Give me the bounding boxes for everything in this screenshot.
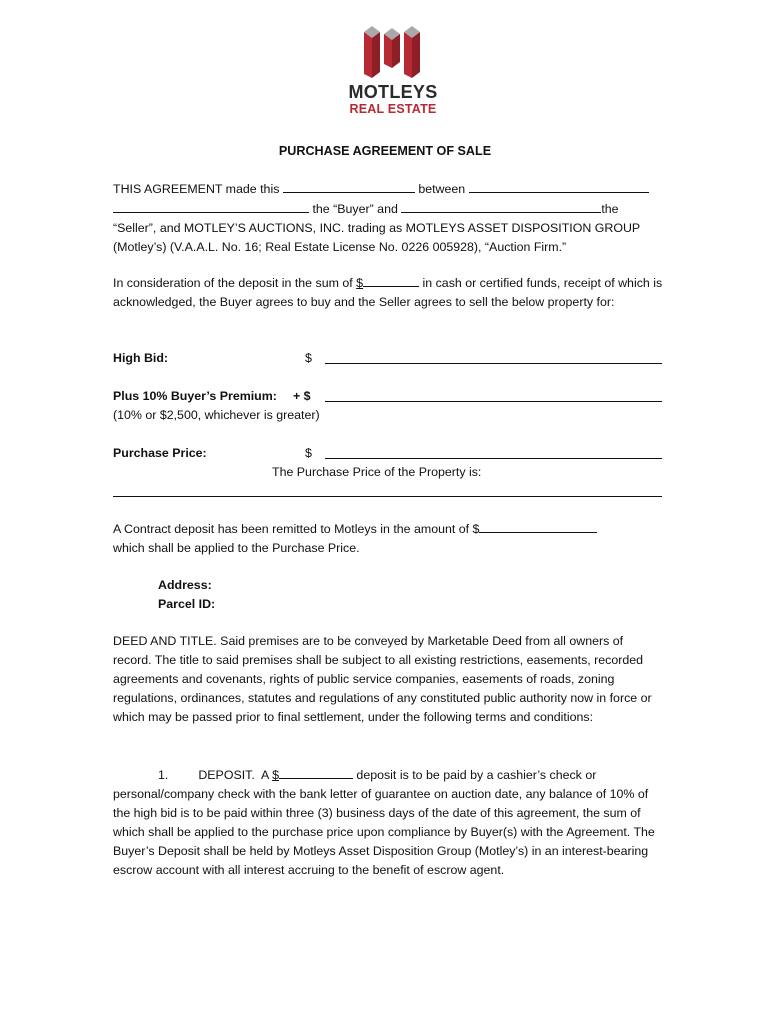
intro-the: the xyxy=(601,202,619,216)
purchase-price-statement: The Purchase Price of the Property is: xyxy=(272,465,482,479)
premium-note: (10% or $2,500, whichever is greater) xyxy=(113,408,320,422)
intro-buyer-and: the “Buyer” and xyxy=(312,202,398,216)
page-title: PURCHASE AGREEMENT OF SALE xyxy=(278,144,492,158)
contract-deposit-paragraph xyxy=(113,519,665,558)
date-blank[interactable] xyxy=(283,179,415,193)
clause-dollar: $ xyxy=(272,768,279,782)
clause-heading: DEPOSIT. xyxy=(198,768,255,782)
high-bid-dollar: $ xyxy=(305,351,312,365)
intro-paragraph xyxy=(113,179,665,257)
purchase-price-row xyxy=(113,444,665,463)
clause-text: deposit is to be paid by a cashier’s check or personal/company check with the bank letter of guarantee on auction date, any balance of 10% of the high bid is to be paid within three (3) business days of the date of this agreement, the sum of which shall be applied to the purchase price upon compliance by Buyer(s) with the Agreement. The Buyer’s Deposit shall be held by Motleys Asset Disposition Group (Motley’s) in an interest-bearing escrow account with all interest accruing to the benefit of escrow agent. xyxy=(113,768,655,877)
motleys-logo xyxy=(338,24,448,124)
premium-dollar: + $ xyxy=(293,389,311,403)
consideration-pre: In consideration of the deposit in the sum of xyxy=(113,276,353,290)
intro-rest: “Seller”, and MOTLEY’S AUCTIONS, INC. trading as MOTLEYS ASSET DISPOSITION GROUP (Motley’s) (V.A.A.L. No. 16; Real Estate License No. 0226 005928), “Auction Firm.” xyxy=(113,221,640,254)
clause-a: A xyxy=(261,768,269,782)
buyer-blank-2[interactable] xyxy=(113,199,309,213)
logo-subtitle: REAL ESTATE xyxy=(349,102,437,116)
contract-deposit-line2: which shall be applied to the Purchase Price. xyxy=(113,541,360,555)
premium-blank[interactable] xyxy=(325,401,662,402)
deposit-clause xyxy=(113,765,665,880)
logo-wordmark: MOTLEYS xyxy=(348,82,438,102)
deed-and-title-paragraph xyxy=(113,632,665,727)
high-bid-label: High Bid: xyxy=(113,351,169,365)
purchase-price-dollar: $ xyxy=(305,446,312,460)
consideration-post: in cash or certified funds, receipt of which is acknowledged, the Buyer agrees to buy and the Seller agrees to sell the below property for: xyxy=(113,276,663,309)
parcel-id-label: Parcel ID: xyxy=(158,597,216,611)
intro-between: between xyxy=(418,182,466,196)
contract-deposit-line1: A Contract deposit has been remitted to Motleys in the amount of $ xyxy=(113,522,480,536)
high-bid-blank[interactable] xyxy=(325,363,662,364)
premium-label: Plus 10% Buyer’s Premium: xyxy=(113,389,277,403)
seller-blank[interactable] xyxy=(401,199,601,213)
motleys-m-icon xyxy=(360,24,426,80)
buyer-blank[interactable] xyxy=(469,179,649,193)
premium-row xyxy=(113,387,665,406)
consideration-dollar: $ xyxy=(356,276,364,290)
purchase-price-blank[interactable] xyxy=(325,458,662,459)
consideration-paragraph xyxy=(113,273,665,312)
deposit-sum-blank[interactable] xyxy=(363,273,419,287)
property-block xyxy=(158,576,458,614)
clause-number: 1. xyxy=(158,768,169,782)
high-bid-row xyxy=(113,349,665,368)
purchase-price-label: Purchase Price: xyxy=(113,446,207,460)
address-label: Address: xyxy=(158,578,212,592)
intro-made-this: THIS AGREEMENT made this xyxy=(113,182,280,196)
contract-deposit-blank[interactable] xyxy=(479,519,597,533)
purchase-price-words-blank[interactable] xyxy=(113,496,662,497)
clause-deposit-blank[interactable] xyxy=(279,765,353,779)
deed-text: DEED AND TITLE. Said premises are to be conveyed by Marketable Deed from all owners of record. The title to said premises shall be subject to all existing restrictions, easements, recorded agreements and covenants, rights of public service companies, easements of roads, zoning regulations, ordinances, statutes and regulations of any constituted public authority now in force or which may be passed prior to final settlement, under the following terms and conditions: xyxy=(113,634,652,724)
